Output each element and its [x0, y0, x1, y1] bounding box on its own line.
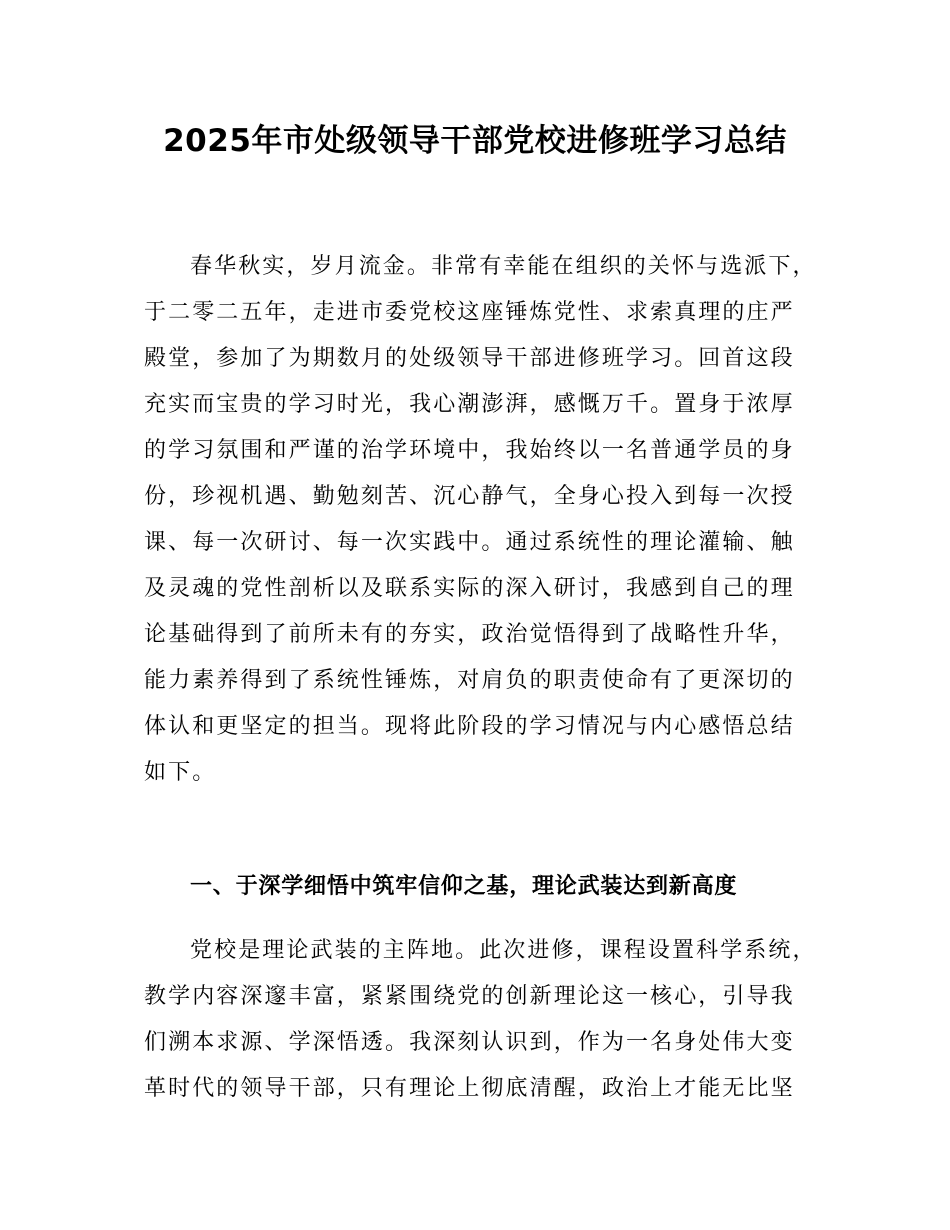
text-line: 能力素养得到了系统性锤炼，对肩负的职责使命有了更深切的	[144, 668, 795, 693]
text-line: 殿堂，参加了为期数月的处级领导干部进修班学习。回首这段	[144, 346, 795, 371]
text-line: 们溯本求源、学深悟透。我深刻认识到，作为一名身处伟大变	[144, 1030, 795, 1055]
text-line: 的学习氛围和严谨的治学环境中，我始终以一名普通学员的身	[144, 438, 795, 463]
text-line: 于二零二五年，走进市委党校这座锤炼党性、求索真理的庄严	[144, 300, 795, 325]
text-line: 论基础得到了前所未有的夯实，政治觉悟得到了战略性升华，	[144, 622, 795, 647]
text-line: 体认和更坚定的担当。现将此阶段的学习情况与内心感悟总结	[144, 714, 795, 739]
text-line: 课、每一次研讨、每一次实践中。通过系统性的理论灌输、触	[144, 530, 795, 555]
text-line: 革时代的领导干部，只有理论上彻底清醒，政治上才能无比坚	[144, 1076, 795, 1101]
text-line: 春华秋实，岁月流金。非常有幸能在组织的关怀与选派下，	[190, 254, 817, 279]
text-line: 充实而宝贵的学习时光，我心潮澎湃，感慨万千。置身于浓厚	[144, 392, 795, 417]
text-line: 如下。	[144, 760, 217, 785]
text-line: 党校是理论武装的主阵地。此次进修，课程设置科学系统，	[190, 938, 817, 963]
document-title: 2025年市处级领导干部党校进修班学习总结	[163, 123, 787, 159]
text-line: 及灵魂的党性剖析以及联系实际的深入研讨，我感到自己的理	[144, 576, 795, 601]
text-line: 教学内容深邃丰富，紧紧围绕党的创新理论这一核心，引导我	[144, 984, 795, 1009]
section-1-paragraph	[144, 928, 834, 1112]
section-heading: 一、于深学细悟中筑牢信仰之基，理论武装达到新高度	[190, 874, 738, 899]
text-line: 份，珍视机遇、勤勉刻苦、沉心静气，全身心投入到每一次授	[144, 484, 795, 509]
intro-paragraph	[144, 244, 834, 796]
